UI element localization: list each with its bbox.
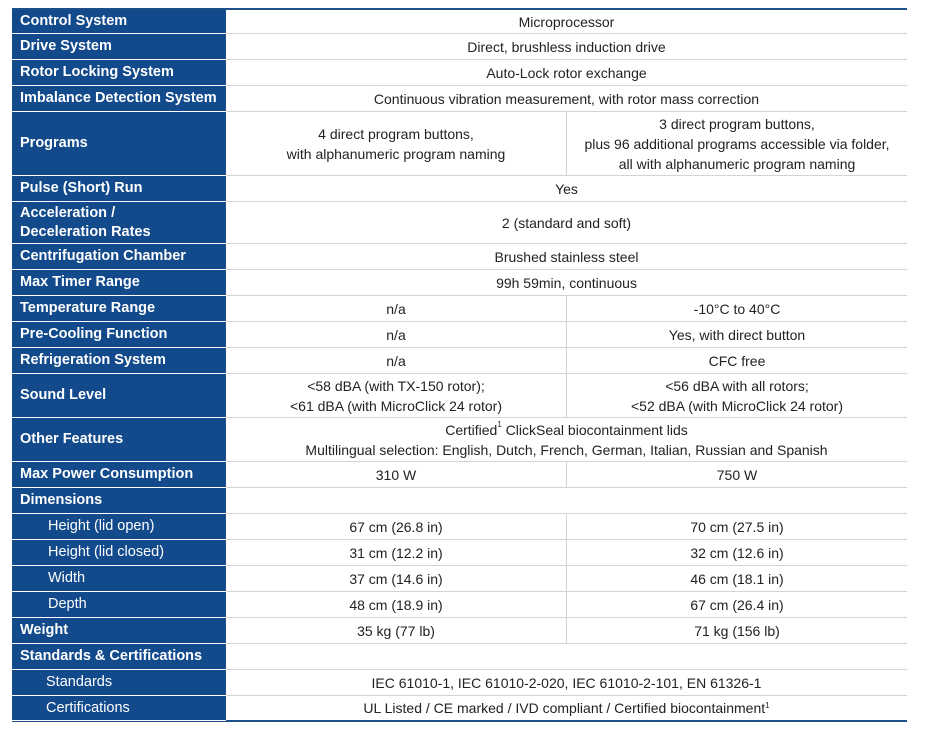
value: Auto-Lock rotor exchange [486,64,647,81]
row-height-open [12,514,907,540]
value: 99h 59min, continuous [496,274,637,291]
value-line: <58 dBA (with TX-150 rotor); [307,377,485,394]
value-line: plus 96 additional programs accessible via folder, [584,135,890,152]
row-label: Centrifugation Chamber [12,244,226,270]
value-line: <56 dBA with all rotors; [665,377,809,394]
value-model-b [567,374,907,417]
value-line [445,420,688,440]
value-model-a: n/a [226,348,567,373]
row-label: Max Power Consumption [12,462,226,488]
value-model-b: 32 cm (12.6 in) [690,544,784,561]
value-text: Certified [445,421,498,438]
value-model-a: 37 cm (14.6 in) [226,566,567,591]
row-certifications [12,696,907,722]
value: Brushed stainless steel [494,248,639,265]
value: 2 (standard and soft) [501,214,632,231]
row-height-closed [12,540,907,566]
row-temperature [12,296,907,322]
row-control-system [12,8,907,34]
row-label: Height (lid open) [12,514,226,540]
row-label: Dimensions [12,488,226,514]
value-model-b: 71 kg (156 lb) [694,622,780,639]
value: UL Listed / CE marked / IVD compliant / Certified biocontainment $^1$ [363,700,770,716]
row-sound-level [12,374,907,418]
value-model-b: 70 cm (27.5 in) [690,518,784,535]
value-model-b [567,112,907,175]
row-label: Imbalance Detection System [12,86,226,112]
row-label: Refrigeration System [12,348,226,374]
value-model-b: 67 cm (26.4 in) [690,596,784,613]
row-label: Sound Level [12,374,226,418]
row-max-power [12,462,907,488]
row-label: Control System [12,10,226,34]
row-label: Weight [12,618,226,644]
row-label: Pre-Cooling Function [12,322,226,348]
row-label: Drive System [12,34,226,60]
value-model-a: 31 cm (12.2 in) [226,540,567,565]
row-standards-header [12,644,907,670]
value-model-a: 67 cm (26.8 in) [226,514,567,539]
row-label: Rotor Locking System [12,60,226,86]
footnote-marker: 1 [497,419,502,429]
row-label: Pulse (Short) Run [12,176,226,202]
value-model-a: n/a [226,322,567,347]
row-weight [12,618,907,644]
row-drive-system [12,34,907,60]
row-label: Standards & Certifications [12,644,226,670]
row-label: Temperature Range [12,296,226,322]
value-model-b: -10°C to 40°C [693,300,781,317]
row-label: Other Features [12,418,226,462]
row-label-line: Deceleration Rates [20,223,151,240]
row-label-line: Acceleration / [20,204,116,221]
value-model-a [226,112,567,175]
row-refrigeration [12,348,907,374]
value-line: <52 dBA (with MicroClick 24 rotor) [630,397,844,414]
row-label: Max Timer Range [12,270,226,296]
value: Direct, brushless induction drive [467,38,666,55]
value-line: with alphanumeric program naming [286,145,506,162]
row-label: Standards [12,670,226,696]
value-model-b: 46 cm (18.1 in) [690,570,784,587]
value: IEC 61010-1, IEC 61010-2-020, IEC 61010-2-101, EN 61326-1 [371,674,762,691]
row-depth [12,592,907,618]
value: Yes [555,180,578,197]
row-dimensions-header [12,488,907,514]
value-text: ClickSeal biocontainment lids [501,421,688,438]
value-line: <61 dBA (with MicroClick 24 rotor) [289,397,503,414]
row-label: Programs [12,112,226,176]
row-standards [12,670,907,696]
value-line: 3 direct program buttons, [659,115,815,132]
row-label: Height (lid closed) [12,540,226,566]
row-imbalance-detection [12,86,907,112]
value-line: 4 direct program buttons, [318,125,474,142]
row-other-features [12,418,907,462]
value: Microprocessor [518,13,615,30]
value-model-b: CFC free [708,352,766,369]
value-line: all with alphanumeric program naming [618,155,856,172]
value: Continuous vibration measurement, with rotor mass correction [373,90,760,107]
value-model-a: 35 kg (77 lb) [226,618,567,643]
value-model-b: 750 W [716,466,758,483]
row-width [12,566,907,592]
row-accel-decel [12,202,907,244]
row-rotor-locking [12,60,907,86]
row-chamber [12,244,907,270]
value-model-a: n/a [226,296,567,321]
value-line: Multilingual selection: English, Dutch, French, German, Italian, Russian and Spanish [305,441,828,458]
value-text: UL Listed / CE marked / IVD compliant / Certified biocontainment [363,700,766,716]
row-label: Certifications [12,696,226,721]
value-model-b: Yes, with direct button [668,326,806,343]
spec-table [12,8,907,722]
row-label: Width [12,566,226,592]
row-timer [12,270,907,296]
value [226,418,907,461]
row-programs [12,112,907,176]
row-pre-cooling [12,322,907,348]
value-model-a [226,374,567,417]
value-model-a: 310 W [226,462,567,487]
row-pulse-run [12,176,907,202]
value-model-a: 48 cm (18.9 in) [226,592,567,617]
row-label [12,202,226,244]
row-label: Depth [12,592,226,618]
